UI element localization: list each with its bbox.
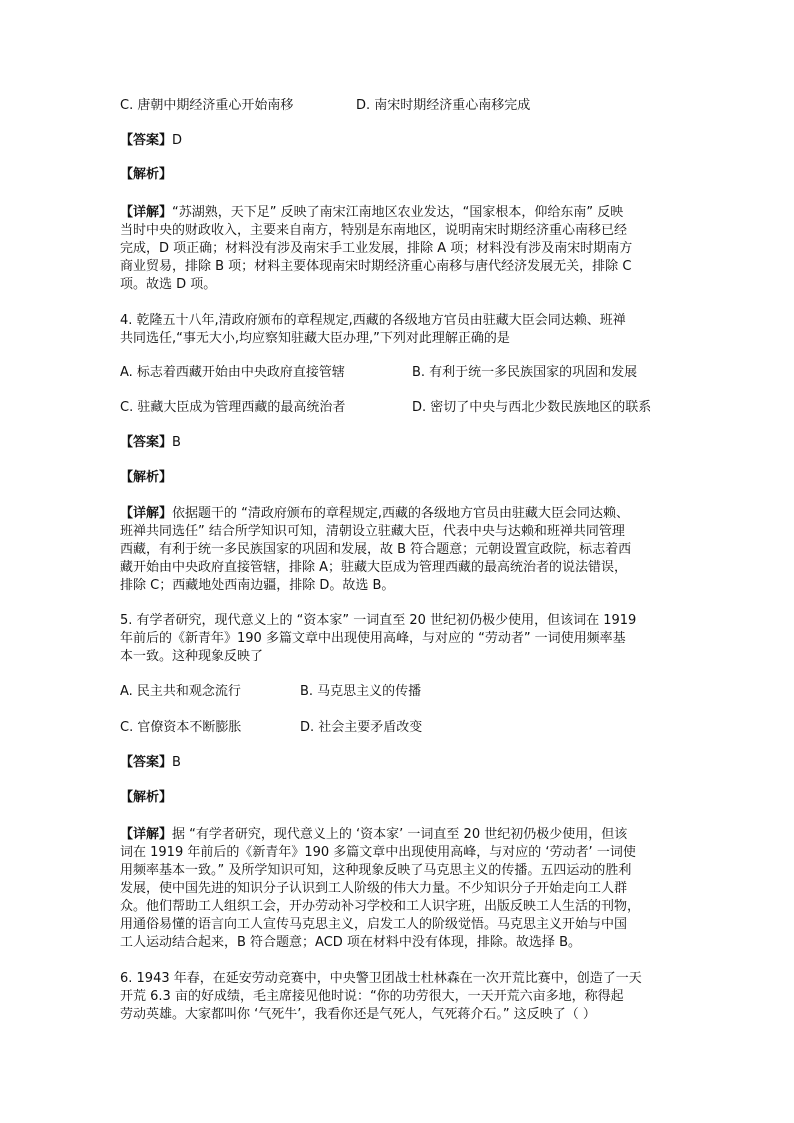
q5-answer: [120, 754, 181, 772]
detail-label: 【详解】: [120, 205, 173, 220]
q4-option-b: B. 有利于统一多民族国家的巩固和发展: [412, 365, 638, 380]
q3-detail-line: 商业贸易，排除 B 项；材料主要体现南宋时期经济重心南移与唐代经济发展无关，排除 C: [120, 259, 632, 274]
q4-detail-line: 班禅共同选任” 结合所学知识可知，清朝设立驻藏大臣，代表中央与达赖和班禅共同管理: [120, 524, 625, 539]
q5-detail-line: 用通俗易懂的语言向工人宣传马克思主义，启发工人的阶级觉悟。马克思主义开始与中国: [120, 917, 628, 932]
answer-label: 【答案】: [120, 755, 173, 770]
q4-option-a: A. 标志着西藏开始由中央政府直接管辖: [120, 365, 345, 380]
q4-detail-line: 西藏，有利于统一多民族国家的巩固和发展，故 B 符合题意；元朝设置宣政院，标志着西: [120, 542, 632, 557]
answer-value: B: [172, 435, 181, 450]
q4-answer: [120, 434, 181, 452]
q6-stem-line: 6. 1943 年春，在延安劳动竞赛中，中央警卫团战士杜林森在一次开荒比赛中，创造了一天: [120, 971, 642, 986]
q6-stem-line: 劳动英雄。大家都叫你 ‘气死牛’，我看你还是气死人，气死蒋介石。” 这反映了（ ）: [120, 1007, 596, 1022]
detail-label: 【详解】: [120, 827, 173, 842]
q3-detail-line: 当时中央的财政收入，主要来自南方，特别是东南地区，说明南宋时期经济重心南移已经: [120, 223, 628, 238]
q4-detail-line: 排除 C；西藏地处西南边疆，排除 D。故选 B。: [120, 578, 395, 593]
q3-detail-line: 【详解】“苏湖熟，天下足” 反映了南宋江南地区农业发达，“国家根本，仰给东南” 反映: [120, 205, 624, 220]
q4-stem-line: 4. 乾隆五十八年,清政府颁布的章程规定,西藏的各级地方官员由驻藏大臣会同达赖、班禅: [120, 313, 626, 328]
q5-option-b: B. 马克思主义的传播: [300, 684, 422, 699]
q4-detail-line: 【详解】依据题干的 “清政府颁布的章程规定,西藏的各级地方官员由驻藏大臣会同达赖、: [120, 506, 630, 521]
q6-stem-line: 开荒 6.3 亩的好成绩，毛主席接见他时说：“你的功劳很大，一天开荒六亩多地，称得起: [120, 989, 624, 1004]
answer-label: 【答案】: [120, 435, 173, 450]
q5-detail-line: 词在 1919 年前后的《新青年》190 多篇文章中出现使用高峰，与对应的 ‘劳动者’ 一词使: [120, 845, 636, 860]
answer-label: 【答案】: [120, 133, 173, 148]
q3-detail-line: 完成，D 项正确；材料没有涉及南宋手工业发展，排除 A 项；材料没有涉及南宋时期南方: [120, 241, 633, 256]
q3-answer: [120, 132, 182, 150]
q3-detail-line: 项。故选 D 项。: [120, 277, 217, 292]
q4-analysis-label: 【解析】: [120, 470, 173, 485]
q3-analysis-label: 【解析】: [120, 167, 173, 182]
answer-value: D: [172, 133, 183, 148]
q3-option-c: C. 唐朝中期经济重心开始南移: [120, 98, 294, 113]
q5-analysis-label: 【解析】: [120, 790, 173, 805]
q5-stem-line: 本一致。这种现象反映了: [120, 649, 264, 664]
q4-stem-line: 共同选任,“事无大小,均应察知驻藏大臣办理,”下列对此理解正确的是: [120, 331, 510, 346]
q5-detail-line: 用频率基本一致。” 及所学知识可知，这种现象反映了马克思主义的传播。五四运动的胜利: [120, 863, 632, 878]
q5-stem-line: 5. 有学者研究，现代意义上的 “资本家” 一词直至 20 世纪初仍极少使用，但该词在 1919: [120, 613, 637, 628]
q5-option-c: C. 官僚资本不断膨胀: [120, 720, 242, 735]
q5-detail-line: 工人运动结合起来，B 符合题意；ACD 项在材料中没有体现，排除。故选择 B。: [120, 935, 581, 950]
answer-value: B: [172, 755, 181, 770]
q3-option-d: D. 南宋时期经济重心南移完成: [356, 98, 531, 113]
q4-option-d: D. 密切了中央与西北少数民族地区的联系: [412, 400, 652, 415]
detail-label: 【详解】: [120, 506, 173, 521]
q5-detail-line: 众。他们帮助工人组织工会，开办劳动补习学校和工人识字班，出版反映工人生活的刊物，: [120, 899, 641, 914]
q4-detail-line: 藏开始由中央政府直接管辖，排除 A；驻藏大臣成为管理西藏的最高统治者的说法错误，: [120, 560, 628, 575]
q5-detail-line: 发展，使中国先进的知识分子认识到工人阶级的伟大力量。不少知识分子开始走向工人群: [120, 881, 628, 896]
q5-stem-line: 年前后的《新青年》190 多篇文章中出现使用高峰，与对应的 “劳动者” 一词使用频率基: [120, 631, 626, 646]
q5-option-a: A. 民主共和观念流行: [120, 684, 241, 699]
q5-option-d: D. 社会主要矛盾改变: [300, 720, 423, 735]
q4-option-c: C. 驻藏大臣成为管理西藏的最高统治者: [120, 400, 346, 415]
q5-detail-line: 【详解】据 “有学者研究，现代意义上的 ‘资本家’ 一词直至 20 世纪初仍极少使用，但该: [120, 827, 628, 842]
